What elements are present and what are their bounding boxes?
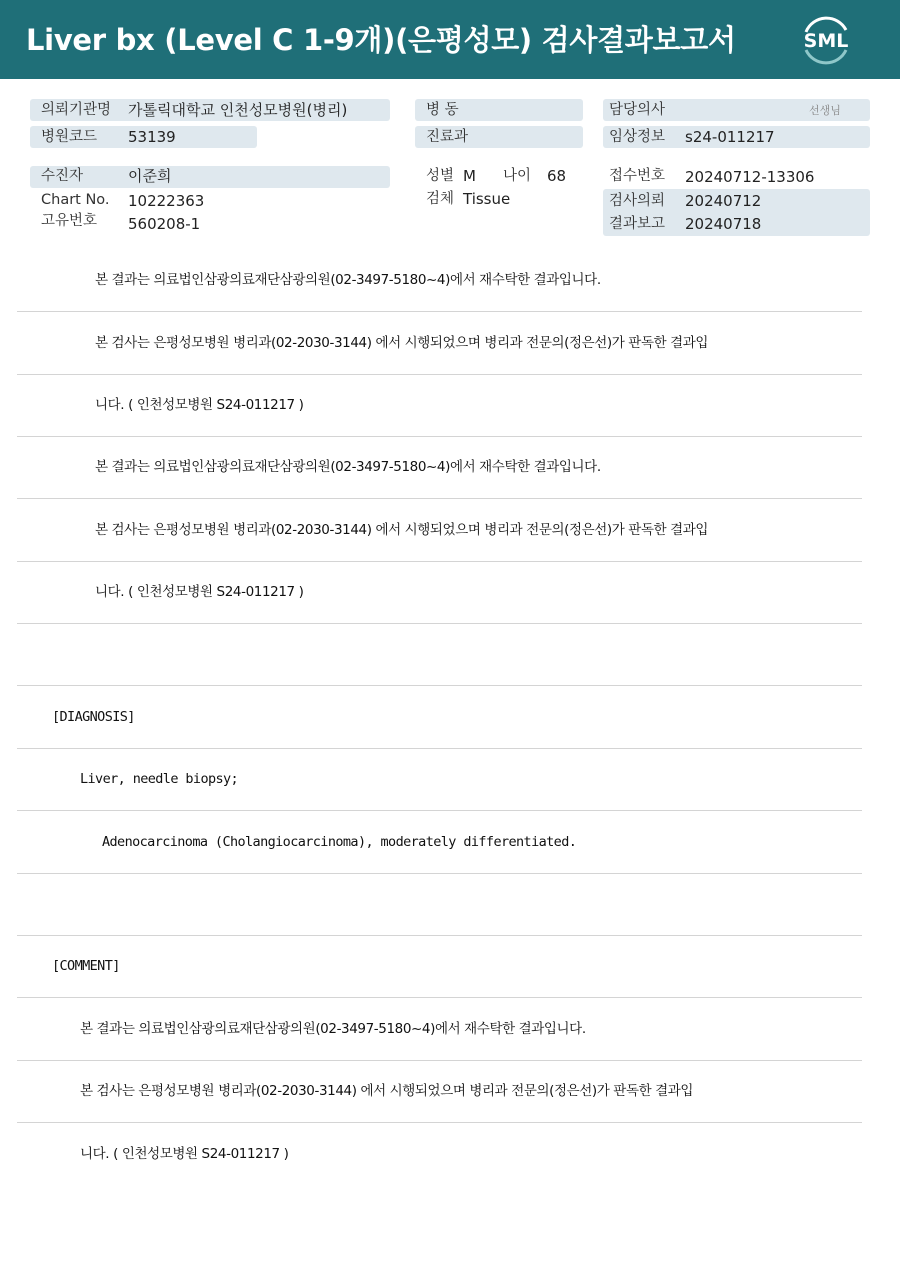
report-line-text: Liver, needle biopsy; bbox=[80, 771, 239, 787]
institution-label: 의뢰기관명 bbox=[41, 102, 112, 118]
report-line-text: 니다. ( 인천성모병원 S24-011217 ) bbox=[80, 1146, 289, 1162]
chart-value: 10222363 bbox=[128, 192, 205, 210]
report-line-text: 니다. ( 인천성모병원 S24-011217 ) bbox=[95, 397, 304, 413]
report-line bbox=[17, 623, 862, 686]
comment-heading: [COMMENT] bbox=[52, 958, 120, 974]
request-label: 검사의뢰 bbox=[609, 193, 666, 209]
receipt-label: 접수번호 bbox=[609, 168, 666, 184]
specimen-value: Tissue bbox=[463, 190, 511, 208]
report-line-text: 본 검사는 은평성모병원 병리과(02-2030-3144) 에서 시행되었으며 병리과 전문의(정은선)가 판독한 결과입 bbox=[80, 1083, 694, 1099]
sml-logo bbox=[796, 12, 856, 68]
sex-value: M bbox=[463, 167, 476, 185]
clinical-label: 임상정보 bbox=[609, 129, 666, 145]
diagnosis-heading: [DIAGNOSIS] bbox=[52, 709, 135, 725]
report-line-text: 본 검사는 은평성모병원 병리과(02-2030-3144) 에서 시행되었으며 병리과 전문의(정은선)가 판독한 결과입 bbox=[95, 522, 709, 538]
age-label: 나이 bbox=[503, 168, 532, 184]
report-line bbox=[17, 249, 862, 312]
report-line bbox=[17, 374, 862, 437]
svg-text:SML: SML bbox=[803, 30, 849, 52]
report-date-label: 결과보고 bbox=[609, 216, 666, 232]
hospital-code-label: 병원코드 bbox=[41, 129, 98, 145]
clinical-value: s24-011217 bbox=[685, 128, 775, 146]
report-line-text: 본 결과는 의료법인삼광의료재단삼광의원(02-3497-5180~4)에서 재수탁한 결과입니다. bbox=[95, 272, 601, 288]
patient-label: 수진자 bbox=[41, 168, 84, 184]
report-line bbox=[17, 561, 862, 624]
id-value: 560208-1 bbox=[128, 215, 201, 233]
diagnosis-heading-row bbox=[17, 686, 862, 749]
doctor-label: 담당의사 bbox=[609, 102, 666, 118]
report-line bbox=[17, 436, 862, 499]
report-line bbox=[17, 998, 862, 1061]
doctor-suffix: 선생님 bbox=[809, 104, 841, 117]
report-title: Liver bx (Level C 1-9개)(은평성모) 검사결과보고서 bbox=[26, 23, 736, 57]
report-line-text: 본 결과는 의료법인삼광의료재단삼광의원(02-3497-5180~4)에서 재수탁한 결과입니다. bbox=[95, 459, 601, 475]
report-line bbox=[17, 873, 862, 936]
department-label: 진료과 bbox=[426, 129, 469, 145]
report-line bbox=[17, 748, 862, 811]
report-line-text: 본 결과는 의료법인삼광의료재단삼광의원(02-3497-5180~4)에서 재수탁한 결과입니다. bbox=[80, 1021, 586, 1037]
report-line-text: 본 검사는 은평성모병원 병리과(02-2030-3144) 에서 시행되었으며 병리과 전문의(정은선)가 판독한 결과입 bbox=[95, 335, 709, 351]
id-label: 고유번호 bbox=[41, 213, 98, 229]
report-line bbox=[17, 312, 862, 375]
sex-label: 성별 bbox=[426, 168, 455, 184]
report-line-text: 니다. ( 인천성모병원 S24-011217 ) bbox=[95, 584, 304, 600]
report-line bbox=[17, 499, 862, 562]
chart-label: Chart No. bbox=[41, 192, 110, 208]
patient-value: 이준희 bbox=[128, 167, 172, 185]
hospital-code-value: 53139 bbox=[128, 128, 176, 146]
diagnosis-text: Adenocarcinoma (Cholangiocarcinoma), moderately differentiated. bbox=[102, 834, 577, 850]
ward-label: 병 동 bbox=[426, 102, 459, 118]
report-date-value: 20240718 bbox=[685, 215, 762, 233]
age-value: 68 bbox=[547, 167, 567, 185]
patient-bar bbox=[30, 166, 390, 188]
request-value: 20240712 bbox=[685, 192, 762, 210]
comment-heading-row bbox=[17, 935, 862, 998]
specimen-label: 검체 bbox=[426, 191, 455, 207]
institution-value: 가톨릭대학교 인천성모병원(병리) bbox=[128, 101, 348, 119]
report-line bbox=[17, 1123, 862, 1185]
report-line bbox=[17, 811, 862, 874]
report-line bbox=[17, 1060, 862, 1123]
report-header bbox=[0, 0, 900, 79]
receipt-value: 20240712-13306 bbox=[685, 168, 815, 186]
